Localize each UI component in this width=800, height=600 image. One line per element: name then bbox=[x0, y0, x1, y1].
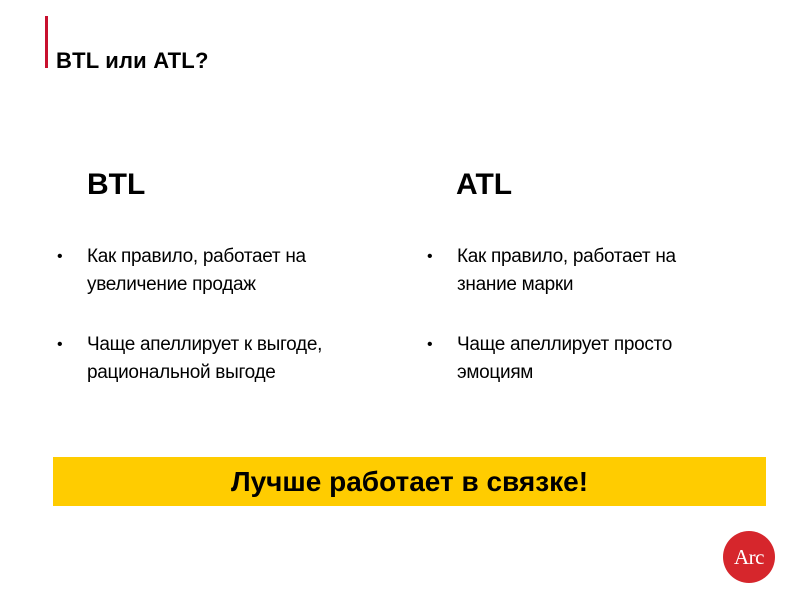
btl-column-heading: BTL bbox=[87, 168, 146, 201]
conclusion-banner bbox=[53, 457, 766, 506]
atl-bullet-list bbox=[427, 243, 737, 419]
list-item bbox=[427, 243, 737, 299]
bullet-icon: • bbox=[427, 248, 433, 265]
title-accent-bar bbox=[45, 16, 48, 68]
bullet-icon: • bbox=[57, 336, 63, 353]
atl-column-heading: ATL bbox=[456, 168, 513, 201]
bullet-icon: • bbox=[57, 248, 63, 265]
bullet-text: Чаще апеллирует просто эмоциям bbox=[457, 334, 673, 383]
slide-title: BTL или ATL? bbox=[56, 48, 209, 73]
bullet-text: Чаще апеллирует к выгоде, рациональной выгоде bbox=[87, 334, 323, 383]
bullet-icon: • bbox=[427, 336, 433, 353]
list-item bbox=[427, 331, 737, 387]
bullet-text: Как правило, работает на знание марки bbox=[457, 246, 676, 295]
banner-text: Лучше работает в связке! bbox=[230, 465, 589, 497]
list-item bbox=[57, 243, 347, 299]
list-item bbox=[57, 331, 347, 387]
btl-bullet-list bbox=[57, 243, 347, 419]
arc-logo bbox=[723, 531, 775, 583]
logo-text: Arc bbox=[734, 544, 764, 569]
bullet-text: Как правило, работает на увеличение продаж bbox=[87, 246, 306, 295]
